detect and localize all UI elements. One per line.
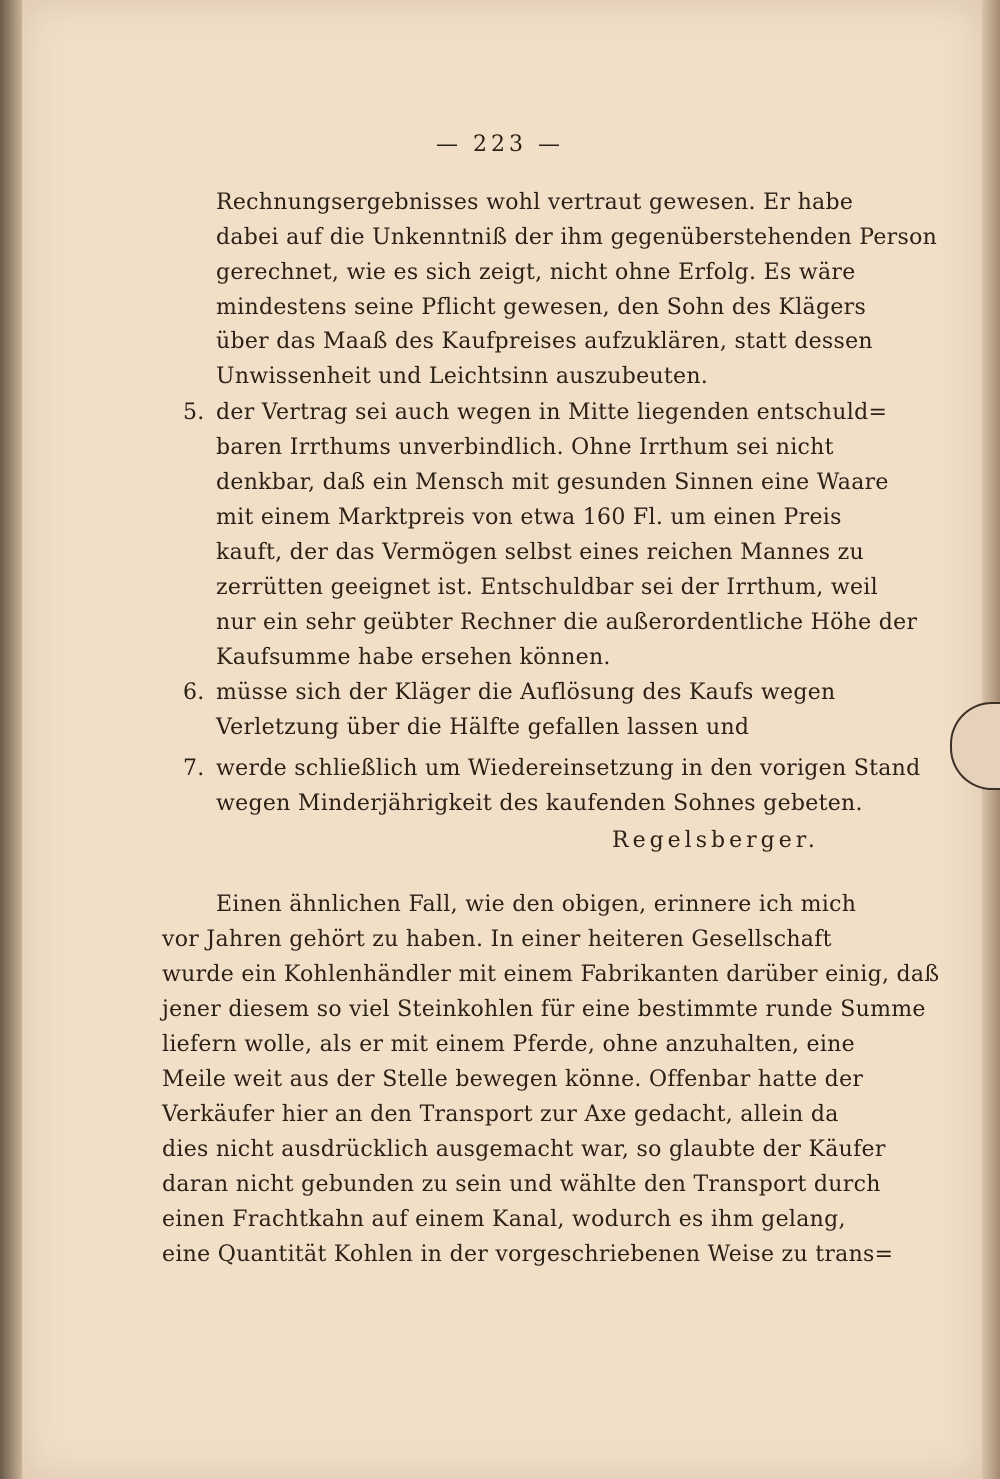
paragraph-line: liefern wolle, als er mit einem Pferde, ohne anzuhalten, eine	[162, 1032, 855, 1057]
list-line: zerrütten geeignet ist. Entschuldbar sei der Irrthum, weil	[216, 575, 878, 600]
list-line: nur ein sehr geübter Rechner die außerordentliche Höhe der	[216, 610, 918, 635]
paragraph-line: wurde ein Kohlenhändler mit einem Fabrikanten darüber einig, daß	[162, 962, 940, 987]
list-line: baren Irrthums unverbindlich. Ohne Irrthum sei nicht	[216, 435, 834, 460]
list-line: denkbar, daß ein Mensch mit gesunden Sinnen eine Waare	[216, 470, 889, 495]
paragraph-line: dies nicht ausdrücklich ausgemacht war, so glaubte der Käufer	[162, 1137, 886, 1162]
paragraph-line: Einen ähnlichen Fall, wie den obigen, erinnere ich mich	[216, 892, 857, 917]
list-line: der Vertrag sei auch wegen in Mitte liegenden entschuld=	[216, 400, 888, 425]
list-line: werde schließlich um Wiedereinsetzung in den vorigen Stand	[216, 756, 921, 781]
list-line: müsse sich der Kläger die Auflösung des Kaufs wegen	[216, 680, 836, 705]
paragraph-line: vor Jahren gehört zu haben. In einer heiteren Gesellschaft	[162, 927, 832, 952]
list-line: kauft, der das Vermögen selbst eines reichen Mannes zu	[216, 540, 865, 565]
list-number: 7.	[183, 756, 205, 781]
page-number: — 223 —	[436, 132, 564, 157]
list-line: Kaufsumme habe ersehen können.	[216, 645, 611, 670]
list-line: gerechnet, wie es sich zeigt, nicht ohne Erfolg. Es wäre	[216, 260, 856, 285]
paragraph-line: jener diesem so viel Steinkohlen für eine bestimmte runde Summe	[162, 997, 926, 1022]
signature: Regelsberger.	[612, 828, 819, 853]
paragraph-line: Meile weit aus der Stelle bewegen könne. Offenbar hatte der	[162, 1067, 864, 1092]
list-line: dabei auf die Unkenntniß der ihm gegenüberstehenden Person	[216, 225, 938, 250]
list-line: über das Maaß des Kaufpreises aufzuklären, statt dessen	[216, 329, 873, 354]
list-line: Verletzung über die Hälfte gefallen lassen und	[216, 715, 750, 740]
paragraph-line: eine Quantität Kohlen in der vorgeschriebenen Weise zu trans=	[162, 1242, 894, 1267]
list-line: wegen Minderjährigkeit des kaufenden Sohnes gebeten.	[216, 791, 863, 816]
list-line: Unwissenheit und Leichtsinn auszubeuten.	[216, 364, 709, 389]
paragraph-line: daran nicht gebunden zu sein und wählte den Transport durch	[162, 1172, 881, 1197]
paragraph-line: einen Frachtkahn auf einem Kanal, wodurch es ihm gelang,	[162, 1207, 846, 1232]
list-number: 6.	[183, 680, 205, 705]
list-line: mit einem Marktpreis von etwa 160 Fl. um einen Preis	[216, 505, 842, 530]
paragraph-line: Verkäufer hier an den Transport zur Axe gedacht, allein da	[162, 1102, 839, 1127]
list-line: Rechnungsergebnisses wohl vertraut gewesen. Er habe	[216, 190, 854, 215]
list-number: 5.	[183, 400, 205, 425]
list-line: mindestens seine Pflicht gewesen, den Sohn des Klägers	[216, 295, 867, 320]
